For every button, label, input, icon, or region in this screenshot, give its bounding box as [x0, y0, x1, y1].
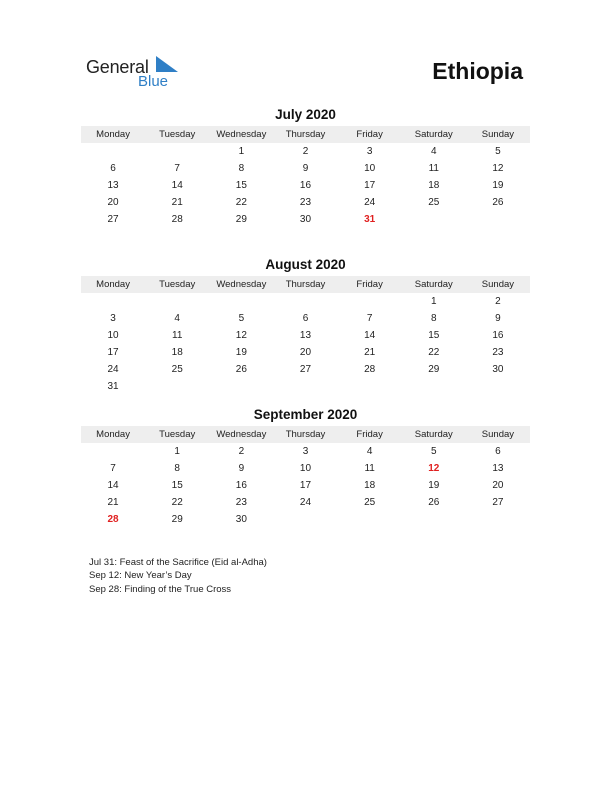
day-cell: 22: [428, 347, 440, 358]
day-cell: 3: [110, 313, 116, 324]
day-cell: 9: [302, 163, 309, 174]
day-cell: 21: [107, 497, 119, 508]
day-cell: 15: [235, 180, 247, 191]
day-cell: 27: [492, 497, 504, 508]
day-cell: 30: [492, 364, 504, 375]
day-cell: 7: [110, 463, 116, 474]
week-row: [81, 327, 530, 344]
day-cell: 10: [107, 330, 119, 341]
day-cell: 13: [299, 330, 312, 341]
day-cell: 29: [171, 514, 183, 525]
holiday-notes: [89, 556, 267, 596]
weekday-label: Monday: [96, 279, 130, 290]
day-cell: 17: [107, 347, 119, 358]
day-cell: 29: [428, 364, 440, 375]
day-cell: 26: [492, 197, 504, 208]
day-cell: 10: [364, 163, 376, 174]
day-cell: 12: [235, 330, 247, 341]
day-cell: 11: [172, 330, 183, 341]
month-august-2020: [81, 256, 530, 395]
weekday-label: Wednesday: [216, 129, 267, 140]
week-row: [81, 494, 530, 511]
day-cell: 19: [235, 347, 247, 358]
day-cell: 28: [364, 364, 376, 375]
month-title: August 2020: [265, 257, 346, 272]
week-row: [81, 511, 530, 528]
day-cell: 24: [299, 497, 312, 508]
day-cell: 5: [238, 313, 245, 324]
day-cell: 20: [107, 197, 119, 208]
day-cell: 9: [495, 313, 501, 324]
week-row: [81, 460, 530, 477]
holiday-note: Sep 28: Finding of the True Cross: [89, 583, 232, 595]
weekday-header: [81, 126, 530, 143]
weekday-label: Friday: [356, 429, 383, 440]
week-row: [81, 443, 530, 460]
day-cell: 6: [302, 313, 309, 324]
logo-word-blue: Blue: [138, 73, 169, 90]
week-row: [81, 143, 530, 160]
weekday-label: Monday: [96, 129, 130, 140]
day-cell: 25: [171, 364, 183, 375]
day-cell: 23: [235, 497, 247, 508]
week-row: [81, 177, 530, 194]
day-cell: 15: [171, 480, 183, 491]
day-cell: 2: [302, 146, 309, 157]
week-row: [81, 344, 530, 361]
week-row: [81, 378, 530, 395]
weekday-label: Sunday: [481, 429, 515, 440]
day-cell: 7: [174, 163, 180, 174]
weekday-label: Saturday: [414, 279, 453, 290]
day-cell: 6: [110, 163, 116, 174]
day-cell: 14: [171, 180, 183, 191]
logo-word-general: General: [86, 57, 149, 77]
day-cell: 8: [430, 313, 437, 324]
day-cell: 3: [302, 446, 309, 457]
day-cell: 10: [299, 463, 312, 474]
day-cell: 24: [364, 197, 376, 208]
day-cell: 20: [492, 480, 504, 491]
day-cell: 26: [428, 497, 440, 508]
day-cell: 18: [428, 180, 440, 191]
weekday-label: Friday: [356, 129, 383, 140]
day-cell: 16: [492, 330, 504, 341]
weekday-label: Tuesday: [159, 129, 196, 140]
week-row: [81, 293, 530, 310]
weekday-label: Sunday: [481, 279, 515, 290]
month-title: September 2020: [253, 407, 358, 422]
day-cell: 4: [366, 446, 373, 457]
weekday-label: Wednesday: [216, 429, 267, 440]
day-cell: 8: [174, 463, 180, 474]
day-cell: 11: [428, 163, 439, 174]
weekday-label: Tuesday: [159, 429, 196, 440]
day-cell: 25: [428, 197, 440, 208]
week-row: [81, 361, 530, 378]
weekday-label: Tuesday: [159, 279, 196, 290]
week-row: [81, 211, 530, 228]
weekday-label: Sunday: [481, 129, 515, 140]
day-cell: 17: [364, 180, 376, 191]
day-cell: 5: [495, 146, 501, 157]
day-cell: 1: [174, 446, 180, 457]
day-cell: 21: [364, 347, 376, 358]
day-cell: 5: [430, 446, 437, 457]
month-july-2020: [81, 106, 530, 228]
weekday-label: Thursday: [285, 279, 326, 290]
brand-logo: [86, 54, 196, 94]
day-cell: 8: [238, 163, 245, 174]
day-cell: 7: [366, 313, 373, 324]
weekday-label: Wednesday: [216, 279, 267, 290]
day-cell: 31: [107, 381, 119, 392]
day-cell: 22: [171, 497, 183, 508]
holiday-day-cell: 12: [428, 463, 440, 474]
holiday-day-cell: 28: [107, 514, 119, 525]
weekday-header: [81, 276, 530, 293]
day-cell: 4: [174, 313, 180, 324]
day-cell: 30: [235, 514, 247, 525]
day-cell: 16: [299, 180, 312, 191]
day-cell: 25: [364, 497, 376, 508]
week-row: [81, 194, 530, 211]
day-cell: 2: [238, 446, 245, 457]
weekday-header: [81, 426, 530, 443]
day-cell: 23: [492, 347, 504, 358]
day-cell: 1: [430, 296, 437, 307]
day-cell: 26: [235, 364, 247, 375]
day-cell: 11: [364, 463, 375, 474]
day-cell: 28: [171, 214, 183, 225]
day-cell: 6: [495, 446, 501, 457]
day-cell: 24: [107, 364, 119, 375]
day-cell: 30: [299, 214, 312, 225]
day-cell: 22: [235, 197, 247, 208]
day-cell: 16: [235, 480, 247, 491]
day-cell: 12: [492, 163, 504, 174]
day-cell: 15: [428, 330, 440, 341]
week-row: [81, 310, 530, 327]
day-cell: 17: [299, 480, 312, 491]
day-cell: 21: [171, 197, 183, 208]
day-cell: 20: [299, 347, 312, 358]
day-cell: 4: [430, 146, 437, 157]
day-cell: 14: [107, 480, 119, 491]
day-cell: 13: [107, 180, 119, 191]
day-cell: 29: [235, 214, 247, 225]
day-cell: 3: [366, 146, 373, 157]
day-cell: 13: [492, 463, 504, 474]
weekday-label: Thursday: [285, 129, 326, 140]
day-cell: 27: [299, 364, 312, 375]
day-cell: 19: [492, 180, 504, 191]
holiday-note: Sep 12: New Year’s Day: [89, 570, 192, 582]
week-row: [81, 477, 530, 494]
week-row: [81, 160, 530, 177]
weekday-label: Saturday: [414, 129, 453, 140]
logo-triangle-icon: [156, 56, 178, 72]
weekday-label: Friday: [356, 279, 383, 290]
weekday-label: Thursday: [285, 429, 326, 440]
weekday-label: Saturday: [414, 429, 453, 440]
holiday-day-cell: 31: [364, 214, 376, 225]
day-cell: 1: [238, 146, 245, 157]
day-cell: 19: [428, 480, 440, 491]
month-september-2020: [81, 406, 530, 528]
day-cell: 27: [107, 214, 119, 225]
day-cell: 23: [299, 197, 312, 208]
weekday-label: Monday: [96, 429, 130, 440]
day-cell: 18: [364, 480, 376, 491]
holiday-note: Jul 31: Feast of the Sacrifice (Eid al-Adha): [89, 557, 267, 568]
month-title: July 2020: [275, 107, 336, 122]
day-cell: 9: [238, 463, 245, 474]
day-cell: 14: [364, 330, 376, 341]
day-cell: 2: [495, 296, 501, 307]
country-title: Ethiopia: [432, 58, 523, 84]
day-cell: 18: [171, 347, 183, 358]
